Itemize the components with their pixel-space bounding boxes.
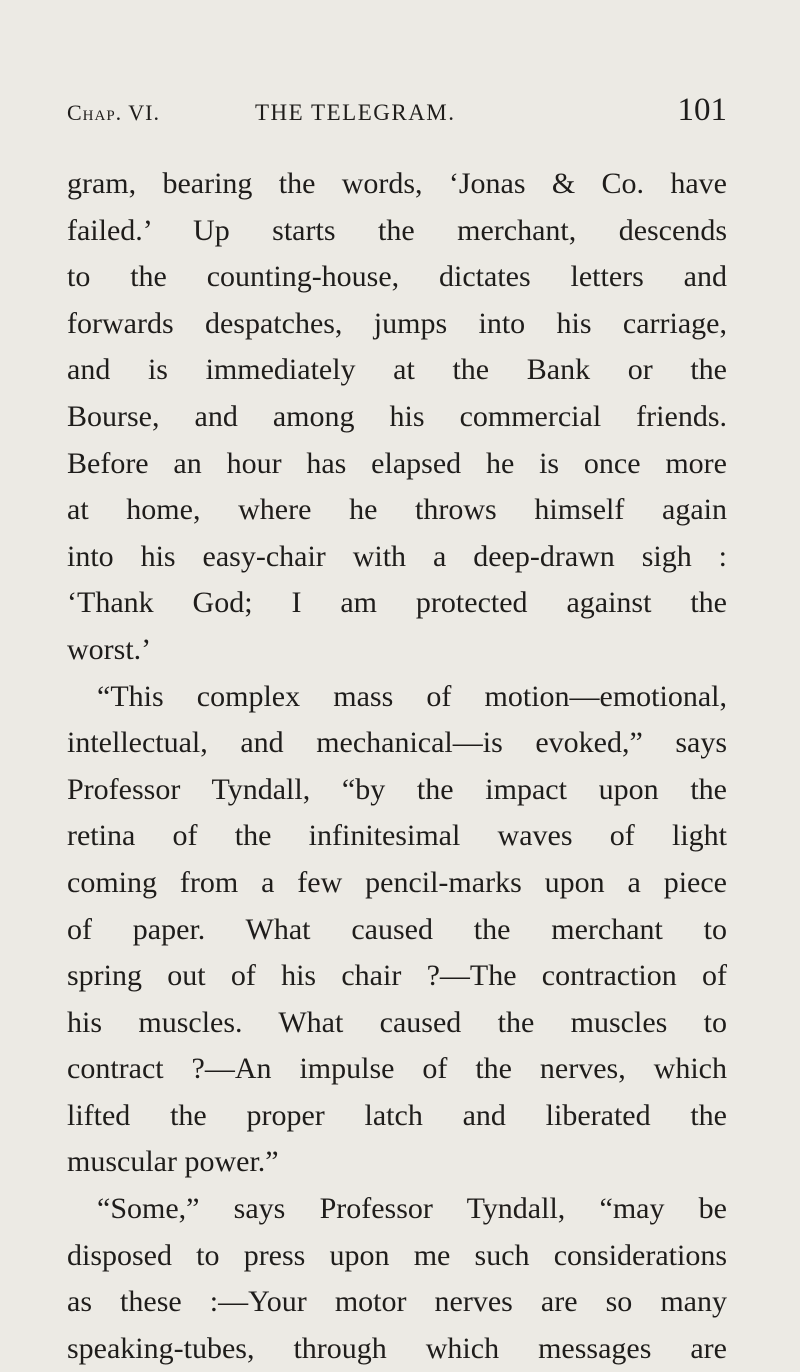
body-text bbox=[67, 161, 727, 1372]
text-line: at home, where he throws himself again bbox=[67, 493, 727, 527]
paragraph-start-line: “This complex mass of motion—emotional, bbox=[97, 679, 727, 713]
text-line: Bourse, and among his commercial friends. bbox=[67, 399, 727, 433]
paragraph-start-line: “Some,” says Professor Tyndall, “may be bbox=[97, 1192, 727, 1226]
text-line: of paper. What caused the merchant to bbox=[67, 912, 727, 946]
text-line: retina of the infinitesimal waves of light bbox=[67, 819, 727, 853]
text-line: disposed to press upon me such considerations bbox=[67, 1238, 727, 1272]
text-line: as these :—Your motor nerves are so many bbox=[67, 1285, 727, 1319]
text-line: gram, bearing the words, ‘Jonas & Co. have bbox=[67, 167, 727, 200]
text-line: Before an hour has elapsed he is once more bbox=[67, 446, 727, 480]
text-line: coming from a few pencil-marks upon a piece bbox=[67, 865, 727, 899]
text-line: failed.’ Up starts the merchant, descends bbox=[67, 213, 727, 247]
page-number: 101 bbox=[677, 92, 727, 128]
text-line: into his easy-chair with a deep-drawn sigh : bbox=[67, 539, 727, 573]
paragraph-end-line: muscular power.” bbox=[67, 1145, 279, 1179]
text-line: contract ?—An impulse of the nerves, which bbox=[67, 1052, 727, 1086]
text-line: lifted the proper latch and liberated the bbox=[67, 1098, 727, 1132]
text-line: to the counting-house, dictates letters and bbox=[67, 260, 727, 294]
text-line: speaking-tubes, through which messages are bbox=[67, 1331, 727, 1365]
text-line: Professor Tyndall, “by the impact upon the bbox=[67, 772, 727, 806]
text-line: forwards despatches, jumps into his carriage, bbox=[67, 306, 727, 340]
text-line: intellectual, and mechanical—is evoked,” says bbox=[67, 726, 727, 760]
text-line: spring out of his chair ?—The contraction of bbox=[67, 959, 727, 993]
text-line: ‘Thank God; I am protected against the bbox=[67, 586, 727, 620]
paragraph-end-line: worst.’ bbox=[67, 632, 152, 666]
text-line: and is immediately at the Bank or the bbox=[67, 353, 727, 387]
text-line: his muscles. What caused the muscles to bbox=[67, 1005, 727, 1039]
chapter-title: THE TELEGRAM. bbox=[255, 100, 456, 125]
running-head bbox=[67, 90, 727, 134]
chapter-label: Chap. VI. bbox=[67, 100, 160, 125]
